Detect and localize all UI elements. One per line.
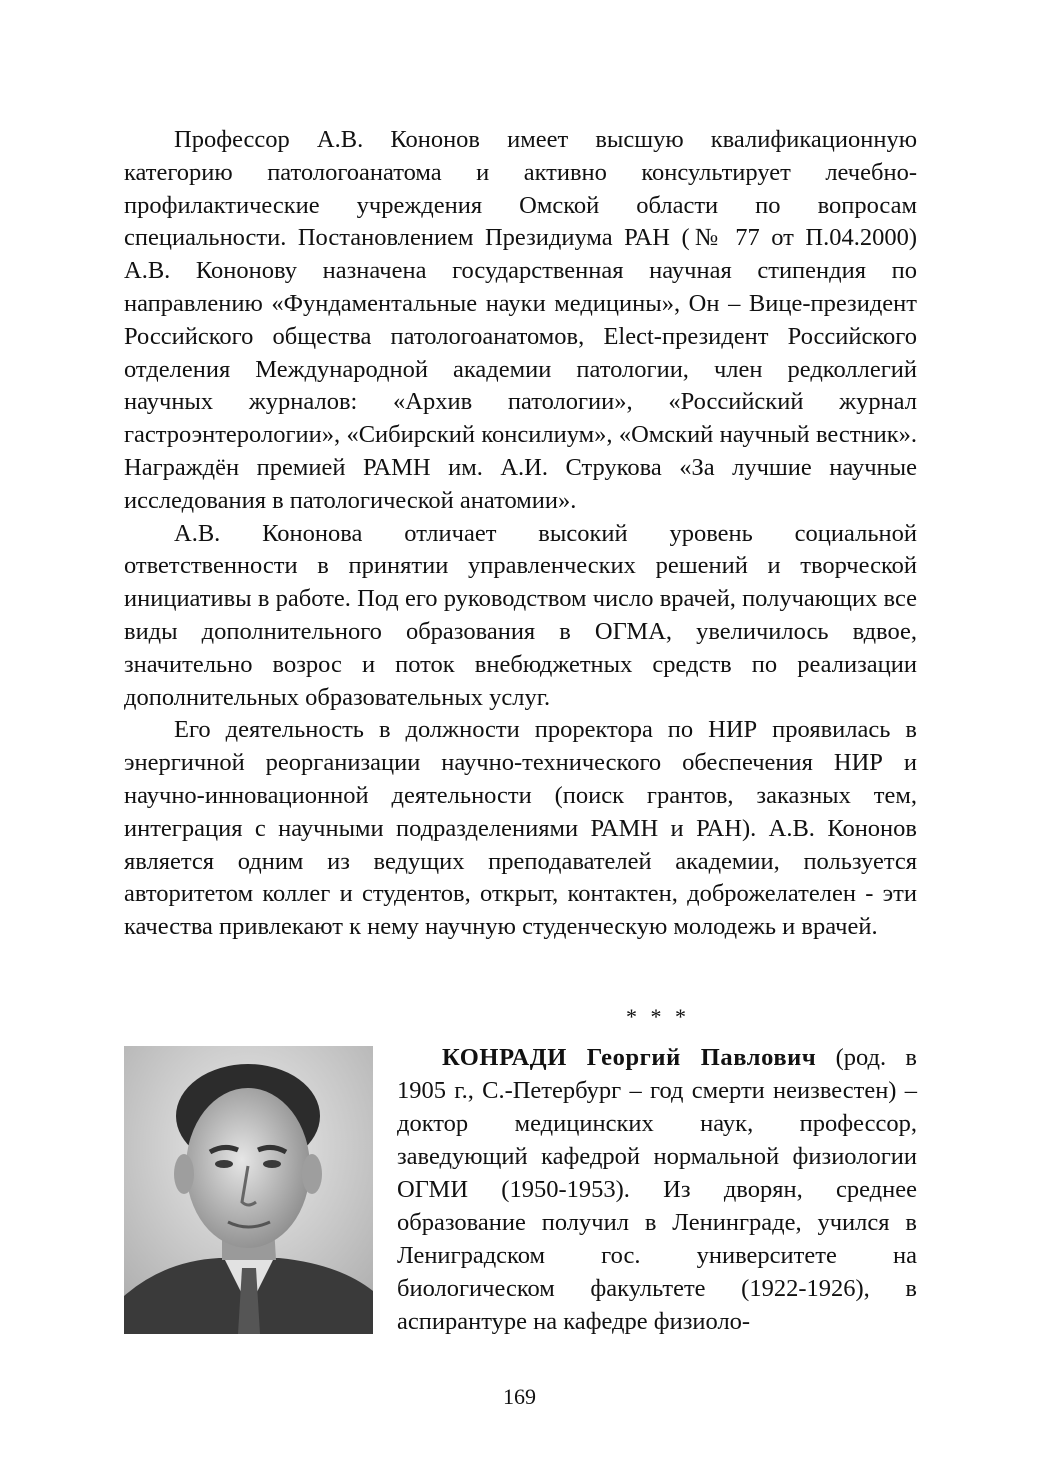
paragraph-2: А.В. Кононова отличает высокий уровень социальной ответственности в принятии управленческих решений и творческой инициативы в работе. Под его руководством число врачей, получающих все виды дополнительного образования в ОГМА, увеличилось вдвое, значительно возрос и поток внебюджетных средств по реализации дополнительных образовательных услуг. [124, 519, 917, 711]
paragraph-3: Его деятельность в должности проректора по НИР проявилась в энергичной реорганизации научно-технического обеспечения НИР и научно-инновационной деятельности (поиск грантов, заказных тем, интеграция с научными подразделениями РАМН и РАН). А.В. Кононов является одним из ведущих преподавателей академии, пользуется авторитетом коллег и студентов, открыт, контактен, доброжелателен - эти качества привлекают к нему научную студенческую молодежь и врачей. [124, 716, 917, 941]
page-number: 169 [503, 1384, 536, 1409]
biography-entry [397, 1041, 917, 1338]
portrait-photo [124, 1046, 373, 1334]
biography-name: КОНРАДИ Георгий Павлович [442, 1044, 817, 1071]
article-body [124, 124, 917, 944]
paragraph-1: Профессор А.В. Кононов имеет высшую квалификационную категорию патологоанатома и активно консультирует лечебно-профилактические учреждения Омской области по вопросам специальности. Постановлением Президиума РАН (№ 77 от П.04.2000) А.В. Кононову назначена государственная научная стипендия по направлению «Фундаментальные науки медицины», Он – Вице-президент Российского общества патологоанатомов, Elect-президент Российского отделения Международной академии патологии, член редколлегий научных журналов: «Архив патологии», «Российский журнал гастроэнтерологии», «Сибирский консилиум», «Омский научный вестник». Награждён премией РАМН им. А.И. Струкова «За лучшие научные исследования в патологической анатомии». [124, 126, 917, 514]
section-separator: * * * [626, 1004, 690, 1029]
biography-text: (род. в 1905 г., С.-Петербург – год смерти неизвестен) – доктор медицинских наук, профессор, заведующий кафедрой нормальной физиологии ОГМИ (1950-1953). Из дворян, среднее образование получил в Ленинграде, учился в Лениградском гос. университете на биологическом факультете (1922-1926), в аспирантуре на кафедре физиоло- [397, 1044, 917, 1335]
portrait-image [124, 1046, 373, 1334]
biography-paragraph [397, 1041, 917, 1338]
